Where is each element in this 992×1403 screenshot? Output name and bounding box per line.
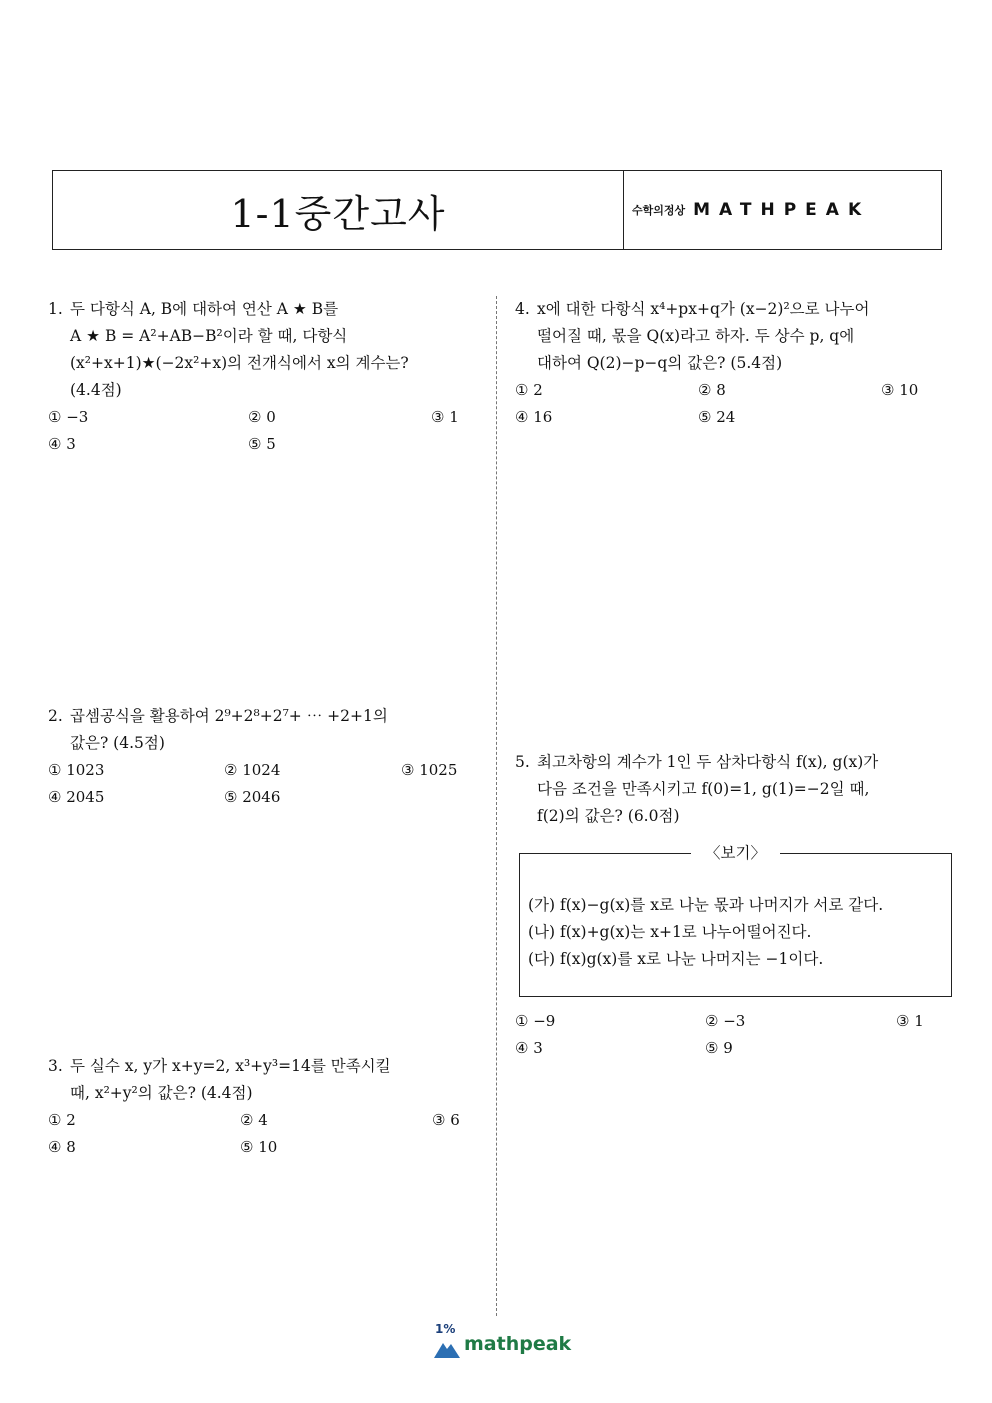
conditions-box (519, 844, 952, 997)
choice-4[interactable]: ④ 3 (515, 1039, 543, 1057)
question-line: 두 실수 x, y가 x+y=2, x³+y³=14를 만족시킬 (70, 1057, 391, 1075)
choice-5[interactable]: ⑤ 9 (705, 1039, 733, 1057)
logo-percent: 1% (435, 1322, 456, 1336)
question-number: 1. (48, 300, 63, 318)
question-number: 2. (48, 707, 63, 725)
choice-1[interactable]: ① 2 (515, 381, 543, 399)
conditions-title: 〈보기〉 (691, 844, 780, 862)
choice-2[interactable]: ② 0 (248, 408, 276, 426)
answer-choices (48, 757, 468, 811)
question-line: A ★ B = A²+AB−B²이라 할 때, 다항식 (70, 327, 348, 345)
question-2 (48, 703, 468, 811)
question-line: x에 대한 다항식 x⁴+px+q가 (x−2)²으로 나누어 (537, 300, 870, 318)
question-line: 값은? (4.5점) (70, 734, 165, 752)
condition-item: (나) f(x)+g(x)는 x+1로 나누어떨어진다. (528, 923, 812, 941)
choice-3[interactable]: ③ 1 (431, 408, 459, 426)
question-line: (x²+x+1)★(−2x²+x)의 전개식에서 x의 계수는? (70, 354, 409, 372)
question-line: 곱셈공식을 활용하여 2⁹+2⁸+2⁷+ ⋯ +2+1의 (70, 707, 388, 725)
question-line: 다음 조건을 만족시키고 f(0)=1, g(1)=−2일 때, (537, 780, 870, 798)
choice-1[interactable]: ① 1023 (48, 761, 105, 779)
question-line: 떨어질 때, 몫을 Q(x)라고 하자. 두 상수 p, q에 (537, 327, 855, 345)
choice-2[interactable]: ② 1024 (224, 761, 281, 779)
choice-4[interactable]: ④ 8 (48, 1138, 76, 1156)
answer-choices (48, 1107, 468, 1161)
column-divider (496, 296, 497, 1316)
answer-choices (48, 404, 468, 458)
choice-3[interactable]: ③ 6 (432, 1111, 460, 1129)
condition-item: (다) f(x)g(x)를 x로 나눈 나머지는 −1이다. (528, 950, 824, 968)
question-5-choices (515, 1008, 935, 1062)
question-number: 5. (515, 753, 530, 771)
choice-3[interactable]: ③ 1025 (401, 761, 458, 779)
condition-item: (가) f(x)−g(x)를 x로 나눈 몫과 나머지가 서로 같다. (528, 896, 884, 914)
question-line: 최고차항의 계수가 1인 두 삼차다항식 f(x), g(x)가 (537, 753, 879, 771)
brand-subtitle: 수학의정상 (632, 204, 686, 217)
logo-text: mathpeak (464, 1333, 572, 1355)
question-line: (4.4점) (70, 381, 122, 399)
exam-title: 1-1중간고사 (53, 171, 624, 249)
question-line: 두 다항식 A, B에 대하여 연산 A ★ B를 (70, 300, 339, 318)
choice-3[interactable]: ③ 10 (881, 381, 919, 399)
choice-4[interactable]: ④ 2045 (48, 788, 105, 806)
brand-name: MATHPEAK (693, 200, 871, 220)
mathpeak-logo (430, 1322, 570, 1362)
question-number: 3. (48, 1057, 63, 1075)
choice-5[interactable]: ⑤ 24 (698, 408, 736, 426)
question-line: 때, x²+y²의 값은? (4.4점) (70, 1084, 253, 1102)
question-number: 4. (515, 300, 530, 318)
choice-1[interactable]: ① −3 (48, 408, 89, 426)
choice-5[interactable]: ⑤ 10 (240, 1138, 278, 1156)
brand-area (624, 171, 941, 249)
exam-header (52, 170, 942, 250)
choice-5[interactable]: ⑤ 2046 (224, 788, 281, 806)
question-4 (515, 296, 935, 431)
choice-1[interactable]: ① −9 (515, 1012, 556, 1030)
choice-2[interactable]: ② 8 (698, 381, 726, 399)
question-5 (515, 749, 935, 830)
question-line: f(2)의 값은? (6.0점) (537, 807, 680, 825)
question-line: 대하여 Q(2)−p−q의 값은? (5.4점) (537, 354, 783, 372)
choice-3[interactable]: ③ 1 (896, 1012, 924, 1030)
answer-choices (515, 377, 935, 431)
choice-4[interactable]: ④ 16 (515, 408, 553, 426)
mountain-icon (432, 1336, 462, 1360)
choice-4[interactable]: ④ 3 (48, 435, 76, 453)
choice-5[interactable]: ⑤ 5 (248, 435, 276, 453)
question-1 (48, 296, 468, 458)
question-3 (48, 1053, 468, 1161)
choice-2[interactable]: ② −3 (705, 1012, 746, 1030)
choice-1[interactable]: ① 2 (48, 1111, 76, 1129)
answer-choices (515, 1008, 935, 1062)
choice-2[interactable]: ② 4 (240, 1111, 268, 1129)
